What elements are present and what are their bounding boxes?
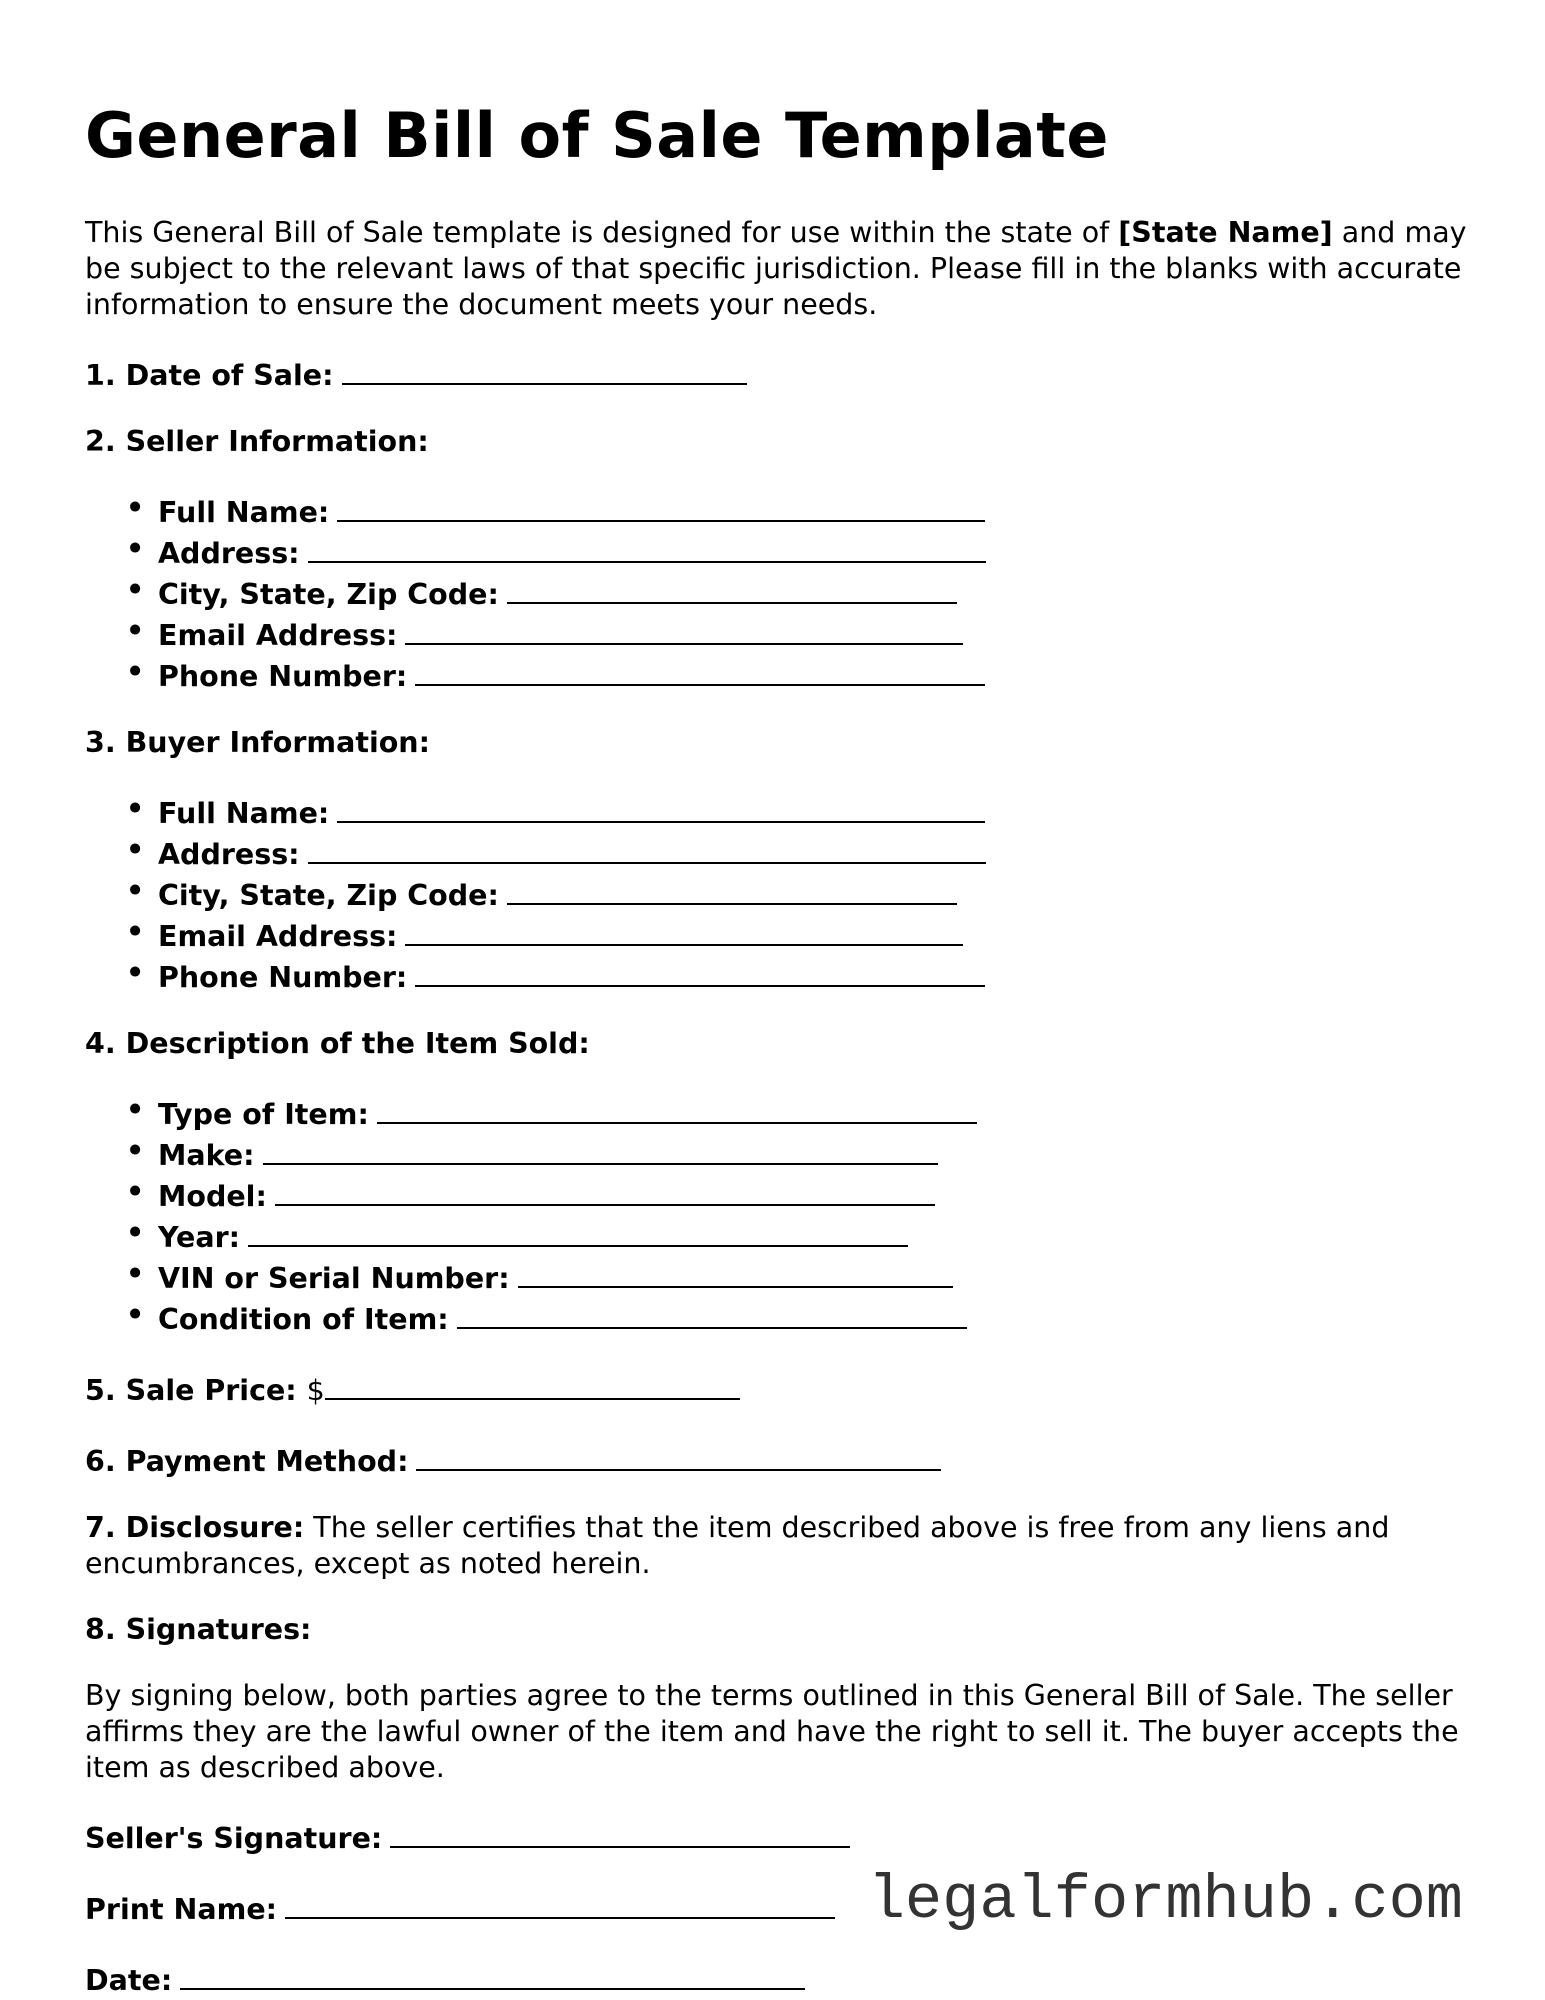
state-name-placeholder: [State Name] — [1118, 216, 1333, 250]
disclosure-paragraph — [85, 1510, 1475, 1582]
item-type-field[interactable] — [377, 1092, 977, 1124]
sale-price-row — [85, 1368, 1475, 1409]
item-type-label: Type of Item: — [158, 1098, 369, 1132]
seller-full-name-label: Full Name: — [158, 496, 330, 530]
item-year-field[interactable] — [248, 1215, 908, 1247]
bill-of-sale-document — [85, 100, 1475, 1999]
item-make-row — [158, 1133, 1475, 1174]
item-model-field[interactable] — [275, 1174, 935, 1206]
item-vin-label: VIN or Serial Number: — [158, 1262, 510, 1296]
date-of-sale-label: 1. Date of Sale: — [85, 359, 334, 393]
seller-email-field[interactable] — [405, 613, 963, 645]
payment-method-label: 6. Payment Method: — [85, 1445, 409, 1479]
site-watermark: legalformhub.com — [867, 1865, 1463, 1936]
disclosure-text: The seller certifies that the item described above is free from any liens and encumbrances, except as noted herein. — [85, 1511, 1390, 1581]
buyer-phone-row — [158, 955, 1475, 996]
buyer-full-name-label: Full Name: — [158, 797, 330, 831]
payment-method-field[interactable] — [416, 1439, 941, 1471]
buyer-phone-label: Phone Number: — [158, 961, 408, 995]
seller-signature-label: Seller's Signature: — [85, 1822, 383, 1856]
document-title: General Bill of Sale Template — [85, 99, 1109, 172]
buyer-information-list — [85, 791, 1475, 996]
seller-city-state-zip-row — [158, 572, 1475, 613]
seller-city-state-zip-field[interactable] — [507, 572, 957, 604]
intro-paragraph — [85, 215, 1475, 323]
item-condition-label: Condition of Item: — [158, 1303, 449, 1337]
signature-date-row — [85, 1958, 1475, 1999]
signature-date-field[interactable] — [180, 1958, 805, 1990]
buyer-full-name-field[interactable] — [337, 791, 985, 823]
seller-email-row — [158, 613, 1475, 654]
disclosure-label: 7. Disclosure: — [85, 1511, 305, 1545]
item-make-label: Make: — [158, 1139, 255, 1173]
sale-price-label: 5. Sale Price: — [85, 1374, 297, 1408]
buyer-address-field[interactable] — [308, 832, 986, 864]
date-of-sale-field[interactable] — [342, 353, 747, 385]
buyer-city-state-zip-row — [158, 873, 1475, 914]
seller-signature-row — [85, 1816, 1475, 1857]
signature-date-label: Date: — [85, 1964, 173, 1998]
payment-method-row — [85, 1439, 1475, 1480]
seller-information-list — [85, 490, 1475, 695]
buyer-information-heading: 3. Buyer Information: — [85, 726, 430, 760]
seller-city-state-zip-label: City, State, Zip Code: — [158, 578, 499, 612]
buyer-email-label: Email Address: — [158, 920, 398, 954]
item-model-label: Model: — [158, 1180, 267, 1214]
sale-price-field[interactable] — [325, 1368, 740, 1400]
item-model-row — [158, 1174, 1475, 1215]
buyer-address-row — [158, 832, 1475, 873]
seller-phone-field[interactable] — [415, 654, 985, 686]
seller-full-name-field[interactable] — [337, 490, 985, 522]
signatures-heading: 8. Signatures: — [85, 1613, 312, 1647]
intro-text-after: and may be subject to the relevant laws of that specific jurisdiction. Please fill in the blanks with accurate information to ensure the document meets your needs. — [85, 216, 1467, 322]
item-vin-row — [158, 1256, 1475, 1297]
item-year-row — [158, 1215, 1475, 1256]
item-type-row — [158, 1092, 1475, 1133]
print-name-field[interactable] — [285, 1887, 835, 1919]
item-condition-field[interactable] — [457, 1297, 967, 1329]
date-of-sale-row — [85, 353, 1475, 394]
item-make-field[interactable] — [263, 1133, 938, 1165]
intro-text-before: This General Bill of Sale template is designed for use within the state of — [85, 216, 1119, 250]
seller-address-field[interactable] — [308, 531, 986, 563]
item-description-list — [85, 1092, 1475, 1338]
currency-symbol: $ — [306, 1374, 325, 1408]
seller-signature-field[interactable] — [390, 1816, 850, 1848]
buyer-address-label: Address: — [158, 838, 300, 872]
buyer-city-state-zip-field[interactable] — [507, 873, 957, 905]
buyer-full-name-row — [158, 791, 1475, 832]
seller-email-label: Email Address: — [158, 619, 398, 653]
buyer-email-row — [158, 914, 1475, 955]
seller-phone-label: Phone Number: — [158, 660, 408, 694]
buyer-email-field[interactable] — [405, 914, 963, 946]
signatures-text: By signing below, both parties agree to the terms outlined in this General Bill of Sale. The seller affirms they are the lawful owner of the item and have the right to sell it. The buyer accepts the item as described above. — [85, 1679, 1459, 1785]
seller-phone-row — [158, 654, 1475, 695]
seller-address-row — [158, 531, 1475, 572]
seller-address-label: Address: — [158, 537, 300, 571]
buyer-city-state-zip-label: City, State, Zip Code: — [158, 879, 499, 913]
buyer-phone-field[interactable] — [415, 955, 985, 987]
item-vin-field[interactable] — [518, 1256, 953, 1288]
item-year-label: Year: — [158, 1221, 241, 1255]
item-description-heading: 4. Description of the Item Sold: — [85, 1027, 590, 1061]
item-condition-row — [158, 1297, 1475, 1338]
print-name-label: Print Name: — [85, 1893, 278, 1927]
seller-information-heading: 2. Seller Information: — [85, 425, 429, 459]
seller-full-name-row — [158, 490, 1475, 531]
